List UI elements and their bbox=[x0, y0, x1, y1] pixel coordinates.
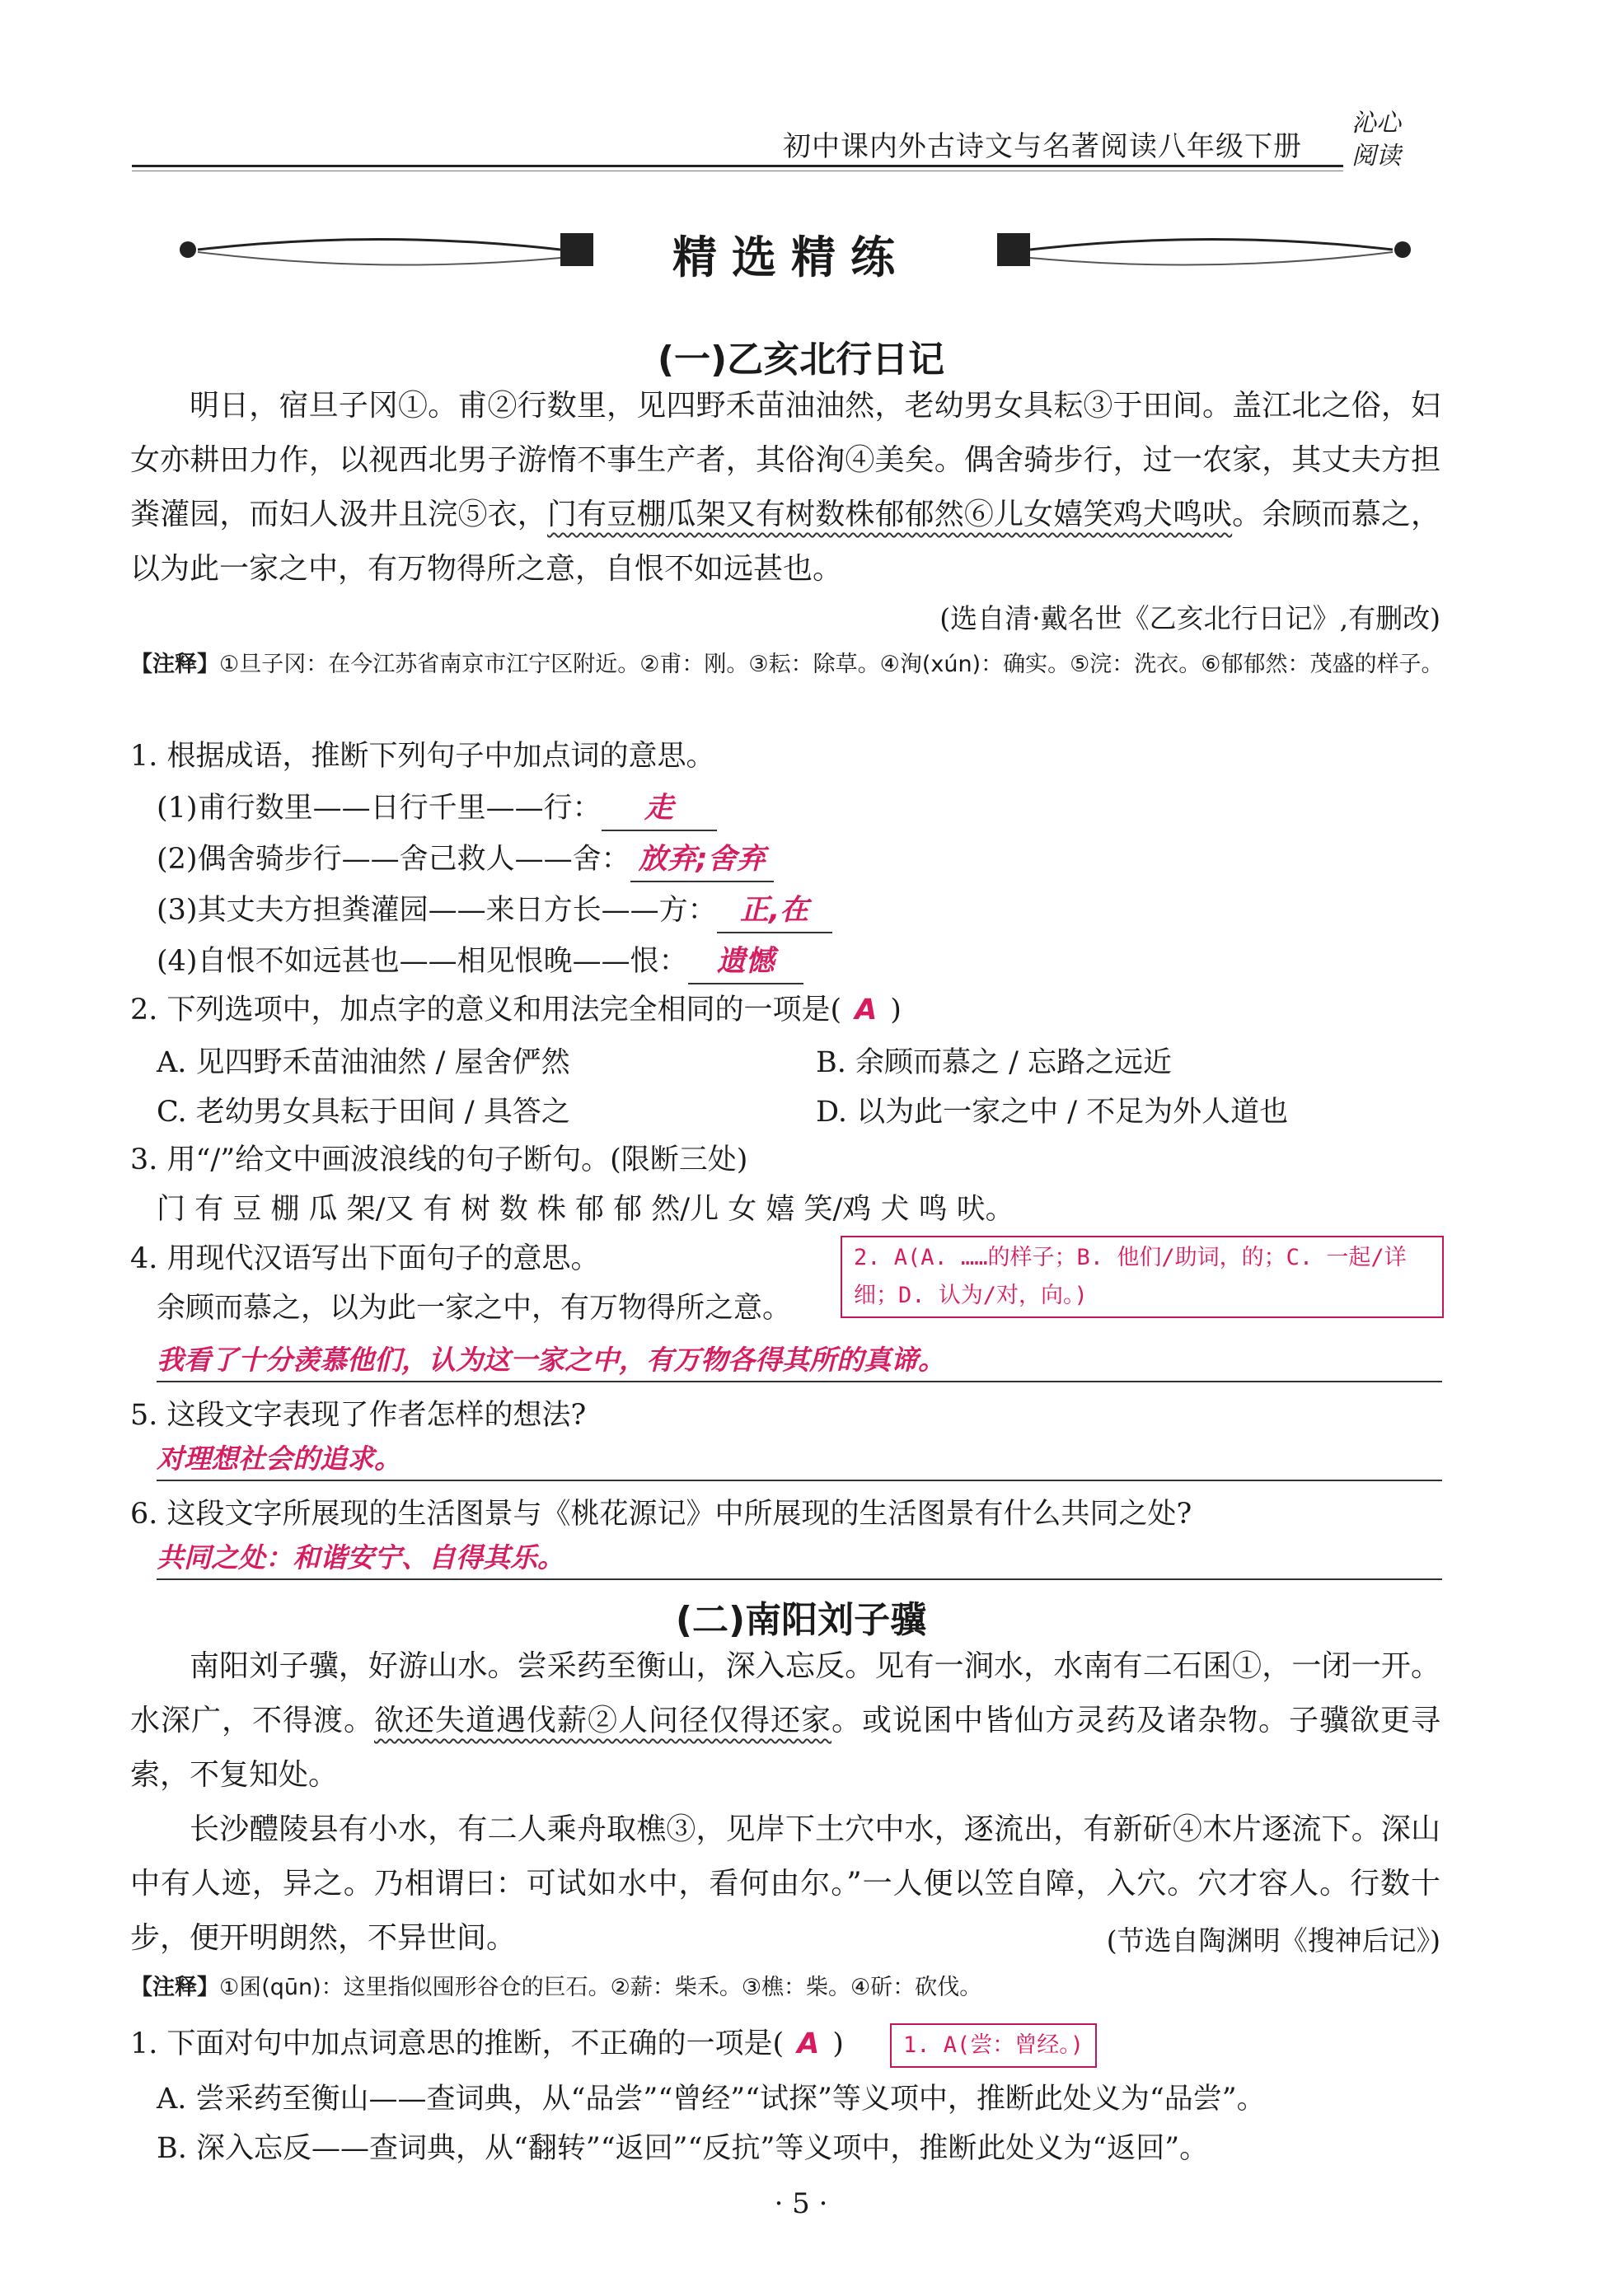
wavy-sentence-2: 欲还失道遇伐薪②人问径仅得还家 bbox=[374, 1704, 831, 1737]
section-2-title: (二)南阳刘子骥 bbox=[675, 1599, 927, 1641]
q1-answer-2: 放弃;舍弃 bbox=[630, 838, 774, 882]
s2-q1-stem: 1. 下面对句中加点词意思的推断，不正确的一项是( A ) bbox=[130, 2027, 844, 2060]
section-2-passage: 南阳刘子骥，好游山水。尝采药至衡山，深入忘反。见有一涧水，水南有二石囷①，一闭一开。水深广，不得渡。欲还失道遇伐薪②人问径仅得还家。或说囷中皆仙方灵药及诸杂物。子骥欲更寻索，不复知处。 长沙醴陵县有小水，有二人乘舟取樵③，见岸下土穴中水，逐流出，有新斫④木片逐流下。深山中有人迹，异之。乃相谓曰：可试如水中，看何由尔。”一人便以笠自障，入穴。穴才容人。行数十步，便开明朗然，不异世间。 bbox=[130, 1639, 1440, 1966]
q3-answer: 门 有 豆 棚 瓜 架/又 有 树 数 株 郁 郁 然/儿 女 嬉 笑/鸡 犬 鸣 吠。 bbox=[157, 1193, 1014, 1226]
book-title: 初中课内外古诗文与名著阅读八年级下册 bbox=[783, 130, 1302, 163]
header-rule bbox=[132, 165, 1343, 167]
brand-line-1: 沁心 bbox=[1351, 109, 1401, 138]
section-2-source: (节选自陶渊明《搜神后记》) bbox=[1106, 1924, 1440, 1957]
q5-stem: 5. 这段文字表现了作者怎样的想法? bbox=[130, 1399, 587, 1432]
s2-q1-option-a: A. 尝采药至衡山——查词典，从“品尝”“曾经”“试探”等义项中，推断此处义为“品尝”。 bbox=[157, 2083, 1266, 2116]
q5-answer: 对理想社会的追求。 bbox=[157, 1438, 1442, 1481]
section-1-passage bbox=[130, 379, 1440, 596]
passage-text: 明日，宿旦子冈①。甫②行数里，见四野禾苗油油然，老幼男女具耘③于田间。盖江北之俗，妇女亦耕田力作，以视西北男子游惰不事生产者，其俗洵④美矣。偶舍骑步行，过一农家，其丈夫方担粪灌园，而妇人汲井且浣⑤衣， bbox=[130, 389, 1440, 531]
q2-explain-box: 2. A(A. ……的样子；B. 他们/助词，的；C. 一起/详细；D. 认为/对，向。) bbox=[841, 1236, 1444, 1318]
section-2-para-2: 长沙醴陵县有小水，有二人乘舟取樵③，见岸下土穴中水，逐流出，有新斫④木片逐流下。深山中有人迹，异之。乃相谓曰：可试如水中，看何由尔。”一人便以笠自障，入穴。穴才容人。行数十步，便开明朗然，不异世间。 bbox=[130, 1812, 1440, 1955]
wavy-sentence: 门有豆棚瓜架又有树数株郁郁然⑥儿女嬉笑鸡犬鸣吠 bbox=[546, 498, 1233, 531]
q1-item-2: (2)偶舍骑步行——舍己救人——舍： 放弃;舍弃 bbox=[157, 838, 774, 882]
note-text: ①旦子冈：在今江苏省南京市江宁区附近。②甫：刚。③耘：除草。④洵(xún)：确实。⑤浣：洗衣。⑥郁郁然：茂盛的样子。 bbox=[219, 652, 1444, 677]
q6-answer: 共同之处：和谐安宁、自得其乐。 bbox=[157, 1537, 1442, 1580]
q1-stem: 1. 根据成语，推断下列句子中加点词的意思。 bbox=[130, 740, 715, 773]
q2-answer: A bbox=[855, 994, 878, 1026]
q2-option-d: D. 以为此一家之中 / 不足为外人道也 bbox=[816, 1096, 1289, 1129]
q1-item-3: (3)其丈夫方担粪灌园——来日方长——方： 正,在 bbox=[157, 889, 832, 933]
q6-stem: 6. 这段文字所展现的生活图景与《桃花源记》中所展现的生活图景有什么共同之处? bbox=[130, 1498, 1192, 1531]
q3-stem: 3. 用“/”给文中画波浪线的句子断句。(限断三处) bbox=[130, 1143, 748, 1176]
q1-item-1: (1)甫行数里——日行千里——行： 走 bbox=[157, 787, 717, 831]
brand-logo bbox=[1351, 107, 1459, 173]
page-number: · 5 · bbox=[774, 2187, 828, 2220]
s2-q1-explain-box: 1. A(尝：曾经。) bbox=[890, 2023, 1097, 2068]
q4-stem: 4. 用现代汉语写出下面句子的意思。 bbox=[130, 1242, 600, 1275]
q1-answer-1: 走 bbox=[602, 787, 717, 831]
brand-line-2: 阅读 bbox=[1351, 142, 1401, 171]
section-1-source: (选自清·戴名世《乙亥北行日记》,有删改) bbox=[939, 602, 1440, 634]
q1-answer-4: 遗憾 bbox=[688, 940, 803, 984]
q4-answer: 我看了十分羡慕他们，认为这一家之中，有万物各得其所的真谛。 bbox=[157, 1340, 1442, 1382]
section-1-title: (一)乙亥北行日记 bbox=[657, 339, 945, 381]
q2-option-b: B. 余顾而慕之 / 忘路之远近 bbox=[816, 1046, 1173, 1079]
q4-sentence: 余顾而慕之，以为此一家之中，有万物得所之意。 bbox=[157, 1292, 792, 1325]
q2-option-c: C. 老幼男女具耘于田间 / 具答之 bbox=[157, 1096, 570, 1129]
section-1-notes bbox=[130, 644, 1449, 685]
banner-title: 精选精练 bbox=[672, 231, 910, 283]
passage-text-end: 。余顾而慕之，以为此一家之中，有万物得所之意，自恨不如远甚也。 bbox=[130, 498, 1440, 586]
s2-q1-answer: A bbox=[797, 2027, 820, 2060]
q2-option-a: A. 见四野禾苗油油然 / 屋舍俨然 bbox=[157, 1046, 570, 1079]
section-2-notes: 【注释】①囷(qūn)：这里指似囤形谷仓的巨石。②薪：柴禾。③樵：柴。④斫：砍伐。 bbox=[130, 1975, 982, 2000]
q1-answer-3: 正,在 bbox=[717, 889, 832, 933]
s2-q1-option-b: B. 深入忘反——查词典，从“翻转”“返回”“反抗”等义项中，推断此处义为“返回”。 bbox=[157, 2132, 1209, 2165]
note-label: 【注释】 bbox=[130, 652, 219, 677]
q1-item-4: (4)自恨不如远甚也——相见恨晚——恨： 遗憾 bbox=[157, 940, 803, 984]
q2-stem: 2. 下列选项中，加点字的意义和用法完全相同的一项是( A ) bbox=[130, 994, 902, 1026]
